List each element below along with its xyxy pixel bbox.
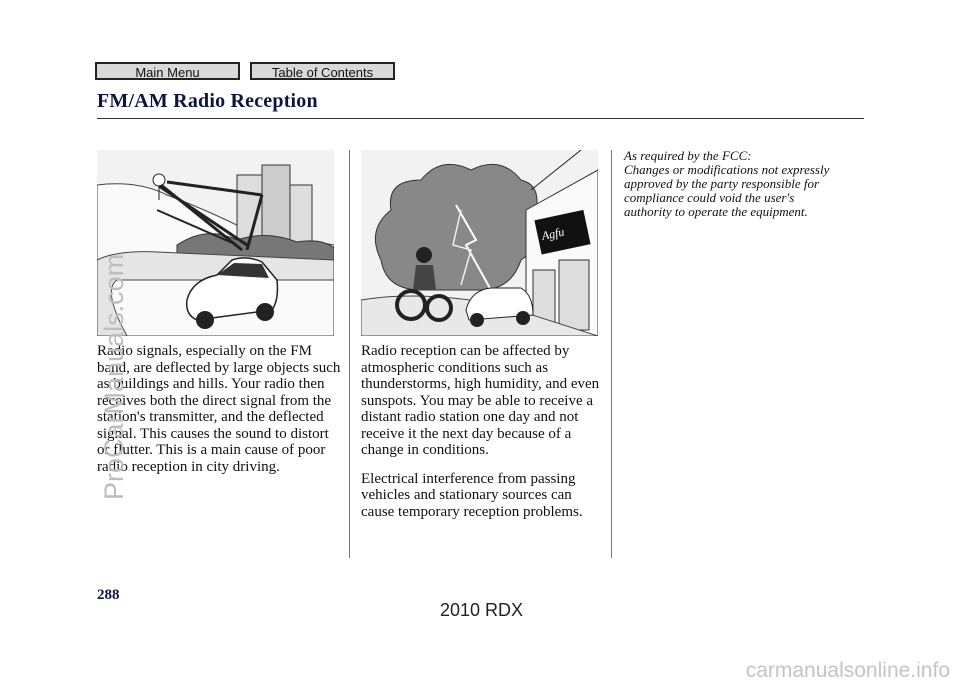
interference-paragraph: Electrical interference from passing vehicles and stationary sources can cause temporary reception problems. <box>361 470 583 520</box>
column-divider-right <box>611 150 612 558</box>
reflection-paragraph: Radio signals, especially on the FM band, are deflected by large objects such as buildings and hills. Your radio then receives both the direct signal from the station's transmitter, and the deflected signal. This causes the sound to distort or flutter. This is a main cause of poor radio reception in city driving. <box>97 343 341 475</box>
model-label: 2010 RDX <box>440 600 524 620</box>
side-watermark: ProCarManuals.com <box>99 253 129 500</box>
thunderstorm-image <box>361 150 598 336</box>
fcc-line: authority to operate the equipment. <box>624 204 808 219</box>
bottom-watermark: carmanualsonline.info <box>745 659 950 682</box>
main-menu-button[interactable]: Main Menu <box>95 62 240 80</box>
radio-deflection-image <box>97 150 334 336</box>
page-number: 288 <box>97 587 120 603</box>
thunderstorm-illustration <box>361 150 598 336</box>
middle-column <box>361 343 606 532</box>
svg-text:Agfu: Agfu <box>540 224 566 243</box>
left-column <box>97 343 342 487</box>
fcc-line: compliance could void the user's <box>624 190 795 205</box>
fcc-line: approved by the party responsible for <box>624 176 820 191</box>
atmospheric-paragraph: Radio reception can be affected by atmospheric conditions such as thunderstorms, high humidity, and even sunspots. You may be able to receive a distant radio station one day and not receive it the next day because of a change in conditions. <box>361 343 600 458</box>
column-divider-left <box>349 150 350 558</box>
fcc-line: Changes or modifications not expressly <box>624 162 830 177</box>
table-of-contents-button[interactable]: Table of Contents <box>250 62 395 80</box>
fcc-line: As required by the FCC: <box>624 148 752 163</box>
title-divider <box>97 118 864 119</box>
fcc-notice <box>624 149 874 219</box>
radio-deflection-illustration <box>97 150 334 336</box>
page-title: FM/AM Radio Reception <box>97 90 318 112</box>
